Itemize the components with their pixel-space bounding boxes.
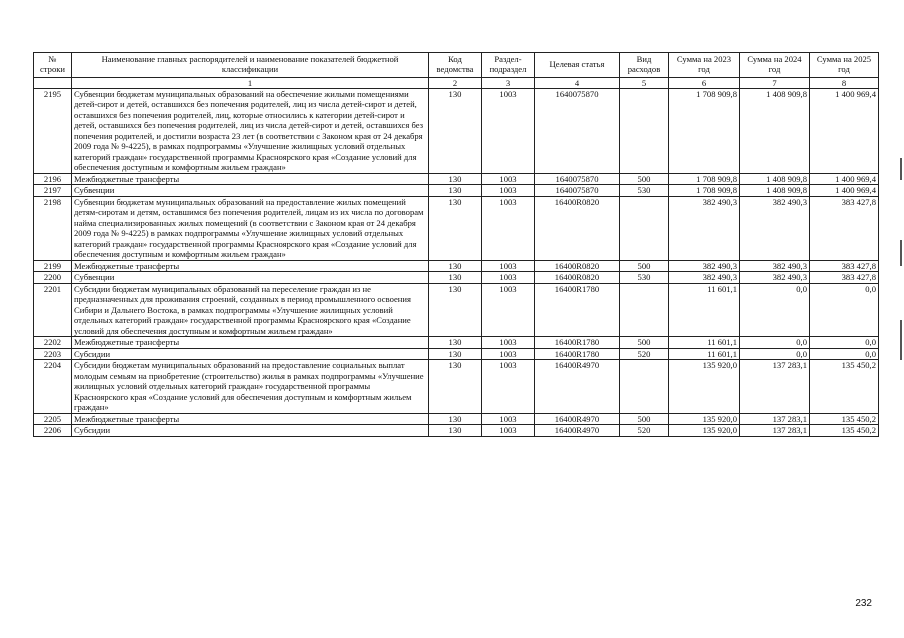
target-article-cell: 16400R4970	[535, 360, 620, 413]
department-code-cell: 130	[429, 173, 482, 184]
section-cell: 1003	[482, 272, 535, 283]
sum-2025-cell: 0,0	[810, 337, 879, 348]
row-name-cell: Субвенции бюджетам муниципальных образований на предоставление жилых помещений детям-сиротам и детям, оставшимся без попечения родителей, лицам из их числа по договорам найма специализированных жилых помещений (в соответствии с Законом края от 24 декабря 2009 года № 9-4225) в рамках подпрограммы «Улучшение жилищных условий отдельных категорий граждан» государственной программы Красноярского края «Создание условий для обеспечения доступным и комфортным жильем граждан»	[72, 196, 429, 260]
sum-2025-cell: 0,0	[810, 283, 879, 336]
expense-type-cell	[620, 196, 669, 260]
row-number-cell: 2203	[34, 348, 72, 359]
sum-2024-cell: 1 408 909,8	[740, 89, 810, 174]
expense-type-cell: 500	[620, 413, 669, 424]
row-number-cell: 2196	[34, 173, 72, 184]
department-code-cell: 130	[429, 89, 482, 174]
table-header-row	[34, 53, 879, 78]
expense-type-cell	[620, 89, 669, 174]
department-code-cell: 130	[429, 337, 482, 348]
section-cell: 1003	[482, 283, 535, 336]
sum-2023-cell: 11 601,1	[669, 337, 740, 348]
sum-2025-cell: 135 450,2	[810, 360, 879, 413]
row-number-cell: 2206	[34, 425, 72, 436]
row-number-cell: 2199	[34, 260, 72, 271]
row-number-cell: 2204	[34, 360, 72, 413]
column-number-cell: 7	[740, 78, 810, 89]
sum-2023-cell: 1 708 909,8	[669, 173, 740, 184]
row-name-cell: Субвенции	[72, 272, 429, 283]
section-cell: 1003	[482, 185, 535, 196]
sum-2024-cell: 0,0	[740, 348, 810, 359]
section-cell: 1003	[482, 360, 535, 413]
table-row	[34, 360, 879, 413]
row-number-cell: 2201	[34, 283, 72, 336]
sum-2024-cell: 382 490,3	[740, 196, 810, 260]
header-cell-expense-type: Вид расходов	[620, 53, 669, 78]
expense-type-cell: 520	[620, 425, 669, 436]
table-row	[34, 348, 879, 359]
header-cell-sum-2023: Сумма на 2023 год	[669, 53, 740, 78]
target-article-cell: 16400R0820	[535, 272, 620, 283]
sum-2025-cell: 0,0	[810, 348, 879, 359]
department-code-cell: 130	[429, 348, 482, 359]
target-article-cell: 1640075870	[535, 89, 620, 174]
column-number-row	[34, 78, 879, 89]
sum-2023-cell: 382 490,3	[669, 196, 740, 260]
target-article-cell: 16400R4970	[535, 413, 620, 424]
sum-2025-cell: 135 450,2	[810, 413, 879, 424]
sum-2025-cell: 383 427,8	[810, 196, 879, 260]
header-cell-target-article: Целевая статья	[535, 53, 620, 78]
section-cell: 1003	[482, 337, 535, 348]
target-article-cell: 16400R1780	[535, 348, 620, 359]
sum-2023-cell: 11 601,1	[669, 283, 740, 336]
row-number-cell: 2197	[34, 185, 72, 196]
table-row	[34, 260, 879, 271]
section-cell: 1003	[482, 413, 535, 424]
sum-2025-cell: 383 427,8	[810, 260, 879, 271]
target-article-cell: 16400R0820	[535, 260, 620, 271]
scan-edge-mark	[900, 320, 902, 360]
row-number-cell: 2205	[34, 413, 72, 424]
department-code-cell: 130	[429, 425, 482, 436]
row-number-cell: 2198	[34, 196, 72, 260]
expense-type-cell	[620, 283, 669, 336]
section-cell: 1003	[482, 89, 535, 174]
header-cell-sum-2025: Сумма на 2025 год	[810, 53, 879, 78]
column-number-cell: 6	[669, 78, 740, 89]
sum-2023-cell: 1 708 909,8	[669, 185, 740, 196]
sum-2023-cell: 135 920,0	[669, 425, 740, 436]
table-row	[34, 196, 879, 260]
sum-2024-cell: 1 408 909,8	[740, 185, 810, 196]
row-number-cell: 2202	[34, 337, 72, 348]
target-article-cell: 16400R0820	[535, 196, 620, 260]
section-cell: 1003	[482, 348, 535, 359]
row-number-cell: 2200	[34, 272, 72, 283]
row-name-cell: Субсидии бюджетам муниципальных образований на переселение граждан из не предназначенных для проживания строений, созданных в период промышленного освоения Сибири и Дальнего Востока, в рамках подпрограммы «Улучшение жилищных условий отдельных категорий граждан» государственной программы Красноярского края «Создание условий для обеспечения доступным и комфортным жильем граждан»	[72, 283, 429, 336]
section-cell: 1003	[482, 260, 535, 271]
sum-2023-cell: 11 601,1	[669, 348, 740, 359]
department-code-cell: 130	[429, 185, 482, 196]
table-row	[34, 272, 879, 283]
sum-2024-cell: 1 408 909,8	[740, 173, 810, 184]
sum-2024-cell: 137 283,1	[740, 413, 810, 424]
sum-2023-cell: 382 490,3	[669, 260, 740, 271]
table-row	[34, 283, 879, 336]
row-number-cell: 2195	[34, 89, 72, 174]
sum-2025-cell: 1 400 969,4	[810, 89, 879, 174]
section-cell: 1003	[482, 173, 535, 184]
target-article-cell: 1640075870	[535, 173, 620, 184]
table-row	[34, 89, 879, 174]
target-article-cell: 1640075870	[535, 185, 620, 196]
department-code-cell: 130	[429, 360, 482, 413]
sum-2023-cell: 135 920,0	[669, 413, 740, 424]
sum-2024-cell: 137 283,1	[740, 360, 810, 413]
sum-2025-cell: 135 450,2	[810, 425, 879, 436]
table-row	[34, 413, 879, 424]
department-code-cell: 130	[429, 283, 482, 336]
expense-type-cell: 520	[620, 348, 669, 359]
table-row	[34, 425, 879, 436]
department-code-cell: 130	[429, 196, 482, 260]
scan-edge-mark	[900, 240, 902, 266]
table-row	[34, 185, 879, 196]
sum-2024-cell: 382 490,3	[740, 260, 810, 271]
header-cell-row-number: № строки	[34, 53, 72, 78]
column-number-cell: 1	[72, 78, 429, 89]
sum-2024-cell: 382 490,3	[740, 272, 810, 283]
budget-table	[33, 52, 879, 437]
column-number-cell: 5	[620, 78, 669, 89]
column-number-cell: 8	[810, 78, 879, 89]
row-name-cell: Субсидии	[72, 348, 429, 359]
department-code-cell: 130	[429, 413, 482, 424]
sum-2023-cell: 135 920,0	[669, 360, 740, 413]
row-name-cell: Межбюджетные трансферты	[72, 173, 429, 184]
table-row	[34, 337, 879, 348]
sum-2025-cell: 383 427,8	[810, 272, 879, 283]
page-number: 232	[855, 598, 872, 609]
column-number-cell: 2	[429, 78, 482, 89]
sum-2025-cell: 1 400 969,4	[810, 173, 879, 184]
target-article-cell: 16400R1780	[535, 337, 620, 348]
department-code-cell: 130	[429, 260, 482, 271]
sum-2023-cell: 1 708 909,8	[669, 89, 740, 174]
table-row	[34, 173, 879, 184]
expense-type-cell: 500	[620, 337, 669, 348]
target-article-cell: 16400R4970	[535, 425, 620, 436]
column-number-cell: 3	[482, 78, 535, 89]
expense-type-cell: 500	[620, 260, 669, 271]
department-code-cell: 130	[429, 272, 482, 283]
section-cell: 1003	[482, 196, 535, 260]
sum-2024-cell: 137 283,1	[740, 425, 810, 436]
sum-2025-cell: 1 400 969,4	[810, 185, 879, 196]
row-name-cell: Субсидии	[72, 425, 429, 436]
sum-2023-cell: 382 490,3	[669, 272, 740, 283]
header-cell-section: Раздел-подраздел	[482, 53, 535, 78]
column-number-cell	[34, 78, 72, 89]
sum-2024-cell: 0,0	[740, 337, 810, 348]
header-cell-name: Наименование главных распорядителей и наименование показателей бюджетной классификации	[72, 53, 429, 78]
expense-type-cell	[620, 360, 669, 413]
expense-type-cell: 530	[620, 185, 669, 196]
header-cell-department-code: Код ведомства	[429, 53, 482, 78]
sum-2024-cell: 0,0	[740, 283, 810, 336]
row-name-cell: Субвенции	[72, 185, 429, 196]
column-number-cell: 4	[535, 78, 620, 89]
row-name-cell: Межбюджетные трансферты	[72, 260, 429, 271]
row-name-cell: Субвенции бюджетам муниципальных образований на обеспечение жилыми помещениями детей-сирот и детей, оставшихся без попечения родителей, лиц из числа детей-сирот и детей, оставшихся без попечения родителей, лиц, которые относились к категории детей-сирот и детей, оставшихся без попечения родителей, лиц из числа детей-сирот и детей, оставшихся без попечения родителей, и достигли возраста 23 лет (в соответствии с Законом края от 24 декабря 2009 года № 9-4225), в рамках подпрограммы «Улучшение жилищных условий отдельных категорий граждан» государственной программы Красноярского края «Создание условий для обеспечения доступным и комфортным жильем граждан»	[72, 89, 429, 174]
header-cell-sum-2024: Сумма на 2024 год	[740, 53, 810, 78]
scan-edge-mark	[900, 158, 902, 180]
expense-type-cell: 530	[620, 272, 669, 283]
row-name-cell: Субсидии бюджетам муниципальных образований на предоставление социальных выплат молодым семьям на приобретение (строительство) жилья в рамках подпрограммы «Улучшение жилищных условий отдельных категорий граждан» государственной программы Красноярского края «Создание условий для обеспечения доступным и комфортным жильем граждан»	[72, 360, 429, 413]
section-cell: 1003	[482, 425, 535, 436]
target-article-cell: 16400R1780	[535, 283, 620, 336]
row-name-cell: Межбюджетные трансферты	[72, 413, 429, 424]
row-name-cell: Межбюджетные трансферты	[72, 337, 429, 348]
expense-type-cell: 500	[620, 173, 669, 184]
